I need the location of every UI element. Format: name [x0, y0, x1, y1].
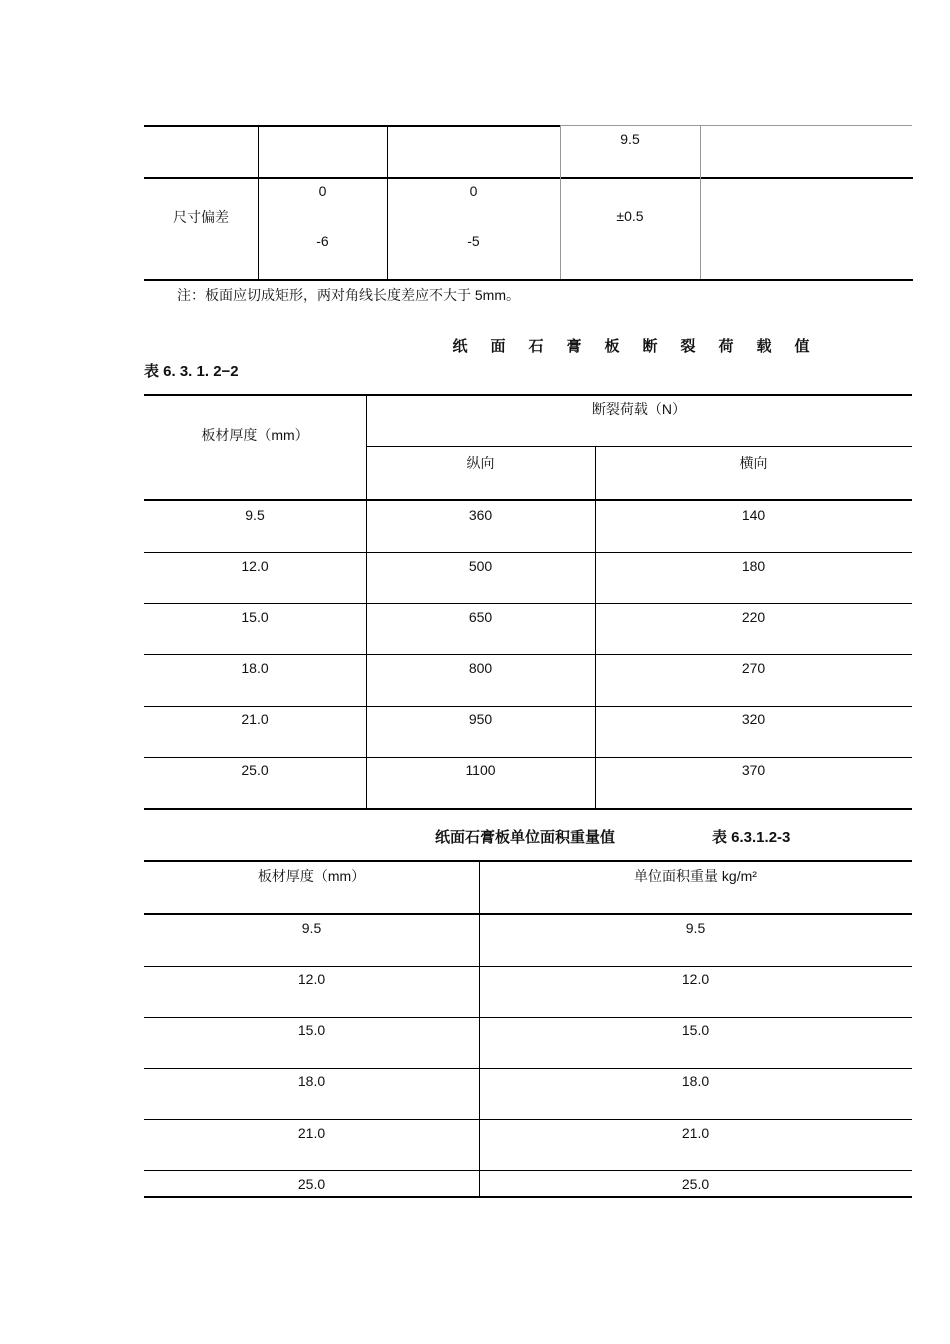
cell-trans: 320 [741, 711, 766, 727]
cell-long: 950 [468, 711, 493, 727]
table1-r2-c2-bottom: -6 [316, 233, 329, 249]
table2-row-divider [144, 552, 912, 553]
table2-top-border [144, 394, 912, 396]
table1-r2-c4: ±0.5 [616, 208, 644, 224]
table3-header-thickness: 板材厚度（mm） [257, 868, 366, 884]
table3-row-divider [144, 1017, 912, 1018]
table3-row-divider [144, 1068, 912, 1069]
title-char: 载 [756, 338, 772, 355]
table3-number: 表 6.3.1.2-3 [712, 829, 791, 846]
title-char: 裂 [680, 338, 696, 355]
cell-thickness: 18.0 [241, 660, 269, 676]
table2-number: 表 6. 3. 1. 2−2 [144, 363, 239, 380]
table3-title: 纸面石膏板单位面积重量值 [435, 829, 616, 846]
title-char: 面 [490, 338, 506, 355]
table1-col-divider-4 [700, 126, 701, 279]
cell-long: 800 [468, 660, 493, 676]
table2-row-divider [144, 706, 912, 707]
cell-long: 500 [468, 558, 493, 574]
table1-col-divider-2 [387, 126, 388, 279]
title-char: 膏 [566, 338, 582, 355]
table2-header-long: 纵向 [466, 455, 495, 471]
table2-row-divider [144, 757, 912, 758]
table3-header-bottom [144, 913, 912, 915]
table3-row-divider [144, 966, 912, 967]
table2-header-bottom [144, 499, 912, 501]
cell-weight: 15.0 [681, 1022, 710, 1038]
table1-top-border [144, 125, 560, 127]
title-char: 断 [642, 338, 658, 355]
cell-thickness: 15.0 [241, 609, 269, 625]
table2-bottom-border [144, 808, 912, 810]
cell-thickness: 9.5 [301, 920, 322, 936]
cell-long: 650 [468, 609, 493, 625]
cell-weight: 9.5 [685, 920, 706, 936]
table1-r2-c2-top: 0 [318, 183, 327, 199]
cell-long: 360 [468, 507, 493, 523]
cell-trans: 370 [741, 762, 766, 778]
cell-weight: 18.0 [681, 1073, 710, 1089]
table3-row-divider [144, 1170, 912, 1171]
title-char: 板 [604, 338, 620, 355]
cell-trans: 220 [741, 609, 766, 625]
table1-row-divider [144, 177, 913, 179]
table1-bottom-border [144, 279, 913, 281]
table2-header-load: 断裂荷载（N） [591, 401, 687, 417]
table1-row-label: 尺寸偏差 [173, 209, 229, 225]
cell-thickness: 25.0 [297, 1176, 326, 1192]
title-char: 值 [794, 338, 810, 355]
cell-long: 1100 [465, 762, 496, 778]
cell-thickness: 9.5 [245, 507, 265, 523]
table2-col-divider-2 [595, 447, 596, 808]
cell-trans: 140 [741, 507, 766, 523]
table2-subheader-divider [366, 446, 912, 447]
cell-thickness: 12.0 [297, 971, 326, 987]
cell-thickness: 21.0 [241, 711, 269, 727]
table3-row-divider [144, 1119, 912, 1120]
cell-trans: 180 [741, 558, 766, 574]
table1-r2-c3-bottom: -5 [467, 233, 480, 249]
cell-thickness: 15.0 [297, 1022, 326, 1038]
table1-r2-c3-top: 0 [469, 183, 478, 199]
cell-trans: 270 [741, 660, 766, 676]
table2-header-thickness: 板材厚度（mm） [201, 427, 309, 443]
table1-col-divider-1 [258, 126, 259, 279]
table1-note: 注：板面应切成矩形，两对角线长度差应不大于 5mm。 [177, 287, 520, 303]
table2-header-trans: 横向 [739, 455, 768, 471]
cell-thickness: 25.0 [241, 762, 269, 778]
table3-header-weight: 单位面积重量 kg/m² [634, 868, 757, 884]
title-char: 荷 [718, 338, 734, 355]
title-char: 石 [528, 338, 544, 355]
table1-top-border-right [560, 125, 912, 126]
cell-weight: 12.0 [681, 971, 710, 987]
cell-thickness: 21.0 [297, 1125, 326, 1141]
table2-row-divider [144, 654, 912, 655]
cell-weight: 25.0 [681, 1176, 710, 1192]
table1-r1-c4: 9.5 [620, 131, 640, 147]
title-char: 纸 [452, 338, 468, 355]
cell-thickness: 18.0 [297, 1073, 326, 1089]
cell-weight: 21.0 [681, 1125, 710, 1141]
table2-title [441, 335, 821, 356]
table1-col-divider-3 [560, 126, 561, 279]
cell-thickness: 12.0 [241, 558, 269, 574]
table2-row-divider [144, 603, 912, 604]
table3-bottom-border [144, 1196, 912, 1198]
table3-top-border [144, 860, 912, 862]
